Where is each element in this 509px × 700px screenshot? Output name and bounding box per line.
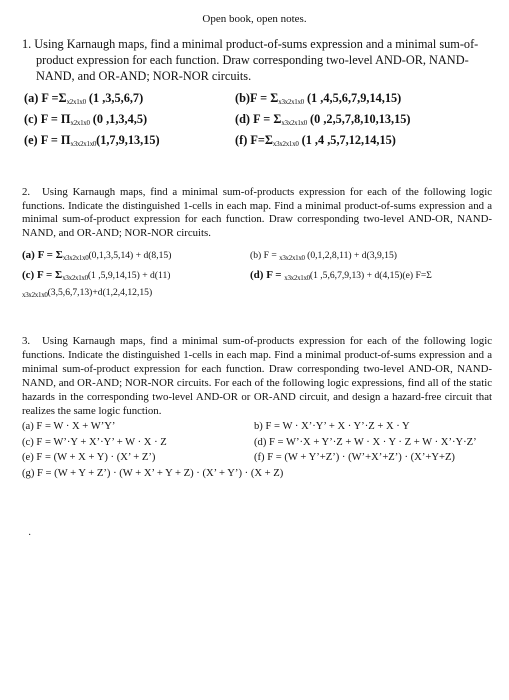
q2-item-c-pre: (c) F = Σ [22,269,63,282]
q1-item-b-sub: x3x2x1x0 [278,98,304,106]
question-2-number: 2. [22,186,31,198]
question-3-intro [22,334,492,418]
q2-item-e-post: (3,5,6,7,13)+d(1,2,4,12,15) [47,287,153,299]
q2-item-c [22,268,250,286]
q2-item-c-sub: x3x2x1x0 [62,274,88,283]
q2-item-e [22,286,492,302]
question-1 [22,36,492,153]
q2-item-d-pre: (d) F = [250,269,285,282]
q1-item-d-post: (0 ,2,5,7,8,10,13,15) [306,112,411,126]
q2-row-2 [22,268,492,286]
q1-item-f-post: (1 ,4 ,5,7,12,14,15) [298,133,396,147]
q3-item-d: (d) F = W’·X + Y’·Z + W · X · Y · Z + W · X’·Y·Z’ [254,436,477,448]
trailing-dot: · [28,530,32,541]
q3-item-e: (e) F = (W + X + Y) · (X’ + Z’) [22,452,156,463]
q1-item-a-post: (1 ,3,5,6,7) [85,91,144,105]
q2-item-d [250,268,492,286]
q1-item-e-post: (1,7,9,13,15) [96,133,160,147]
q1-item-d [235,111,490,132]
q1-item-a [24,90,229,111]
q1-item-c-pre: (c) F = Π [24,112,71,126]
question-2 [22,186,492,302]
question-3-text: Using Karnaugh maps, find a minimal sum-of-products expression for each of the following logic functions. Indicate the distinguished 1-cells in each map. Find a minimal product-of-sums expression and a minimal sum-of-product expression for each function. Draw corresponding two-level AND-OR, NAND-NAND, and OR-AND; NOR-NOR circuits. For each of the following logic expressions, find all of the static hazards in the corresponding two-level AND-OR or OR-AND circuit, and design a hazard-free circuit that realizes the same logic function. [22,335,492,417]
page-header: Open book, open notes. [202,13,307,25]
q1-item-b-pre: (b)F = Σ [235,91,279,105]
q2-item-b-pre: (b) F = [250,250,280,262]
q1-item-c-post: (0 ,1,3,4,5) [89,112,148,126]
q2-row-1 [22,248,492,266]
q2-item-b-post: (0,1,2,8,11) + d(3,9,15) [304,250,397,262]
q1-item-e [24,132,229,153]
q1-item-f-sub: x3x2x1x0 [272,140,299,148]
q2-item-b [250,248,492,266]
q3-item-g: (g) F = (W + Y + Z’) · (W + X’ + Y + Z) · (X’ + Y’) · (X + Z) [22,467,284,479]
q2-item-d-post: (1 ,5,6,7,9,13) + d(4,15)(e) F=Σ [309,270,432,282]
q1-item-f [235,132,490,153]
q1-item-b [235,90,490,111]
question-3-functions [22,419,492,466]
q1-item-a-sub: x2x1x0 [66,98,86,106]
q3-item-a: (a) F = W · X + W’Y’ [22,421,116,432]
q1-item-e-pre: (e) F = Π [24,133,71,147]
q1-item-d-pre: (d) F = Σ [235,112,282,126]
q2-item-c-post: (1 ,5,9,14,15) + d(11) [87,270,171,282]
question-3-number: 3. [22,335,31,347]
question-2-intro [22,186,492,240]
q2-item-a-pre: (a) F = Σ [22,249,63,262]
question-2-text: Using Karnaugh maps, find a minimal sum-of-products expression for each of the following logic functions. Indicate the distinguished 1-cells in each map. Find a minimal product-of-sums expression and a minimal sum-of-product expression for each function. Draw corresponding two-level AND-OR, NAND-NAND, and OR-AND; NOR-NOR circuits. [22,186,492,239]
q1-item-c-sub: x2x1x0 [70,119,90,127]
q3-item-c: (c) F = W’·Y + X’·Y’ + W · X · Z [22,436,167,448]
q1-item-f-pre: (f) F=Σ [235,133,273,147]
q3-item-b: b) F = W · X’·Y’ + X · Y’·Z + X · Y [254,421,410,432]
q1-item-e-sub: x3x2x1x0 [70,140,97,148]
q1-item-b-post: (1 ,4,5,6,7,9,14,15) [303,91,402,105]
q1-item-d-sub: x3x2x1x0 [281,119,307,127]
q1-item-a-pre: (a) F =Σ [24,91,67,105]
q3-item-f: (f) F = (W + Y’+Z’) · (W’+X’+Z’) · (X’+Y+Z) [254,452,455,463]
q2-item-d-sub: x3x2x1x0 [284,274,310,283]
q2-item-e-sub: x3x2x1x0 [22,291,48,300]
q1-item-c [24,111,229,132]
question-1-intro: 1. Using Karnaugh maps, find a minimal product-of-sums expression and a minimal sum-of-product expression for each function. Draw corresponding two-level AND-OR, NAND-NAND, and OR-AND; NOR-NOR circuits. [22,37,479,83]
question-1-functions [22,90,492,153]
q2-item-a-sub: x3x2x1x0 [62,254,89,263]
question-3 [22,334,492,481]
q2-item-b-sub: x3x2x1x0 [279,254,305,263]
q2-item-a [22,248,250,266]
q2-item-a-post: (0,1,3,5,14) + d(8,15) [88,250,172,262]
